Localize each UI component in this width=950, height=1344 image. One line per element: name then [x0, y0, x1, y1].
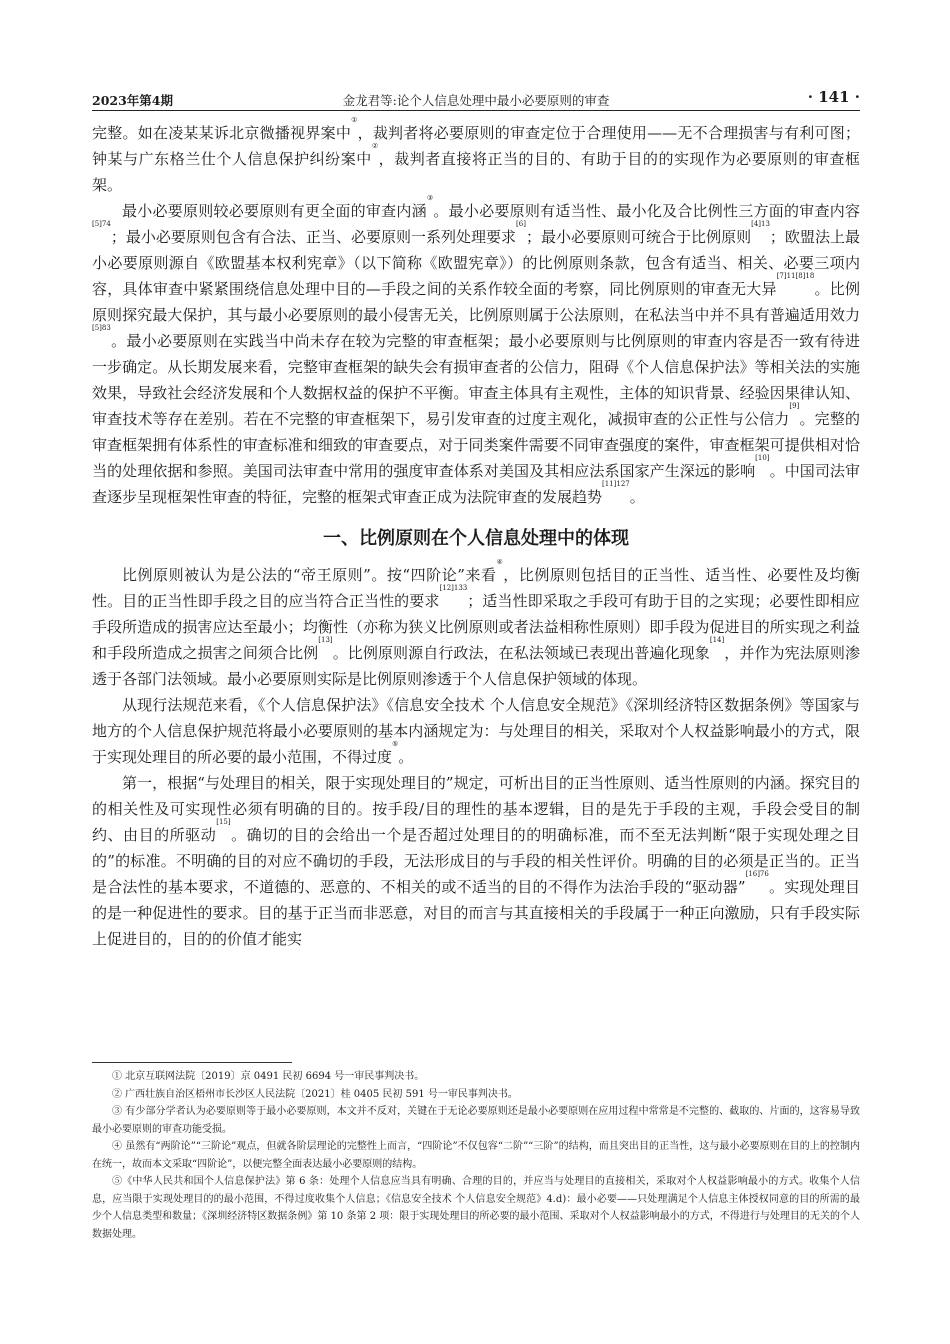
article-body	[92, 116, 860, 952]
footnote-ref: ①	[351, 116, 358, 124]
citation-ref: [14]	[709, 636, 725, 644]
citation-ref: [5]83	[92, 324, 111, 332]
body-paragraph: 完整。如在凌某某诉北京微播视界案中①，裁判者将必要原则的审查定位于合理使用——无不合理损害与有利可图；钟某与广东格兰仕个人信息保护纠纷案中②，裁判者直接将正当的目的、有助于目的的实现作为必要原则的审查框架。	[92, 116, 860, 194]
journal-issue: 2023年第4期	[92, 93, 173, 108]
footnote: ④ 虽然有“两阶论”“三阶论”观点，但就各阶层理论的完整性上而言，“四阶论”不仅包容“二阶”“三阶”的结构，而且突出目的正当性，这与最小必要原则在目的上的控制内在统一，故而本文采取“四阶论”，以便完整全面表达最小必要原则的结构。	[92, 1141, 860, 1170]
footnote: ① 北京互联网法院〔2019〕京 0491 民初 6694 号一审民事判决书。	[112, 1071, 425, 1082]
citation-ref: [4]13	[751, 220, 770, 228]
citation-ref: [7]11[8]18	[776, 272, 815, 280]
article-running-title: 金龙君等:论个人信息处理中最小必要原则的审查	[342, 93, 610, 108]
citation-ref: [12]133	[439, 584, 468, 592]
citation-ref: [6]	[516, 220, 526, 228]
citation-ref: [15]	[216, 818, 231, 826]
body-paragraph: 从现行法规范来看，《个人信息保护法》《信息安全技术 个人信息安全规范》《深圳经济特区数据条例》等国家与地方的个人信息保护规范将最小必要原则的基本内涵规定为：与处理目的相关，采取对个人权益影响最小的方式，限于实现处理目的所必要的最小范围，不得过度⑤。	[92, 696, 860, 766]
citation-ref: [5]74	[92, 220, 111, 228]
body-paragraph: 第一，根据“与处理目的相关，限于实现处理目的”规定，可析出目的正当性原则、适当性原则的内涵。探究目的的相关性及可实现性必须有明确的目的。按手段/目的理性的基本逻辑，目的是先于手段的主观，手段会受目的制约、由目的所驱动[15]。确切的目的会给出一个是否超过处理目的的明确标准，而不至无法判断“限于实现处理之目的”的标准。不明确的目的对应不确切的手段，无法形成目的与手段的相关性评价。明确的目的必须是正当的。正当是合法性的基本要求，不道德的、恶意的、不相关的或不适当的目的不得作为法治手段的“驱动器”$^{[16]76}$。实现处理目的是一种促进性的要求。目的基于正当而非恶意，对目的而言与其直接相关的手段属于一种正向激励，只有手段实际上促进目的，目的的价值才能实	[92, 774, 860, 948]
footnote: ② 广西壮族自治区梧州市长沙区人民法院〔2021〕桂 0405 民初 591 号一审民事判决书。	[112, 1088, 518, 1100]
section-heading: 一、比例原则在个人信息处理中的体现	[323, 528, 629, 549]
page-number: · 141 ·	[807, 88, 860, 106]
citation-ref: [13]	[318, 636, 333, 644]
running-header	[92, 88, 860, 111]
footnotes	[92, 1068, 860, 1243]
body-paragraph: 比例原则被认为是公法的“帝王原则”。按“四阶论”来看④，比例原则包括目的正当性、适当性、必要性及均衡性。目的正当性即手段之目的应当符合正当性的要求$^{[12]133}$；适当性即采取之手段可有助于目的之实现；必要性即相应手段所造成的损害应达至最小；均衡性（亦称为狭义比例原则或者法益相称性原则）即手段为促进目的所实现之利益和手段所造成之损害之间须合比例[13]。比例原则源自行政法，在私法领域已表现出普遍化现象[14]，并作为宪法原则渗透于各部门法领域。最小必要原则实际是比例原则渗透于个人信息保护领域的体现。	[92, 558, 860, 688]
footnote-divider	[92, 1062, 292, 1063]
footnote-ref: ②	[371, 142, 379, 150]
footnote: ⑤《中华人民共和国个人信息保护法》第 6 条：处理个人信息应当具有明确、合理的目的，并应当与处理目的直接相关，采取对个人权益影响最小的方式。收集个人信息，应当限于实现处理目的的最小范围，不得过度收集个人信息；《信息安全技术 个人信息安全规范》4.d)：最小必要——只处理满足个人信息主体授权同意的目的所需的最少个人信息类型和数量；《深圳经济特区数据条例》第 10 条第 2 项：限于实现处理目的所必要的最小范围、采取对个人权益影响最小的方式，不得进行与处理目的无关的个人数据处理。	[92, 1176, 860, 1240]
footnote-ref: ③	[426, 194, 434, 202]
citation-ref: [10]	[755, 454, 770, 462]
footnote: ③ 有少部分学者认为必要原则等于最小必要原则，本文并不反对，关键在于无论必要原则还是最小必要原则在应用过程中常常是不完整的、截取的、片面的，这容易导致最小必要原则的审查功能受损。	[92, 1106, 860, 1135]
citation-ref: [9]	[789, 402, 800, 410]
citation-ref: [11]127	[602, 480, 630, 488]
citation-ref: [16]76	[745, 870, 769, 878]
body-paragraph: 最小必要原则较必要原则有更全面的审查内涵③。最小必要原则有适当性、最小化及合比例性三方面的审查内容$^{[5]74}$；最小必要原则包含有合法、正当、必要原则一系列处理要求[6]；最小必要原则可统合于比例原则$^{[4]13}$；欧盟法上最小必要原则源自《欧盟基本权利宪章》（以下简称《欧盟宪章》）的比例原则条款，包含有适当、相关、必要三项内容，具体审查中紧紧围绕信息处理中目的—手段之间的关系作较全面的考察，同比例原则的审查无大异$^{[7]11[8]18}$。比例原则探究最大保护，其与最小必要原则的最小侵害无关，比例原则属于公法原则，在私法当中并不具有普遍适用效力$^{[5]83}$。最小必要原则在实践当中尚未存在较为完整的审查框架；最小必要原则与比例原则的审查内容是否一致有待进一步确定。从长期发展来看，完整审查框架的缺失会有损审查者的公信力，阻碍《个人信息保护法》等相关法的实施效果，导致社会经济发展和个人数据权益的保护不平衡。审查主体具有主观性，主体的知识背景、经验因果律认知、审查技术等存在差别。若在不完整的审查框架下，易引发审查的过度主观化，减损审查的公正性与公信力[9]。完整的审查框架拥有体系性的审查标准和细致的审查要点，对于同类案件需要不同审查强度的案件，审查框架可提供相对恰当的处理依据和参照。美国司法审查中常用的强度审查体系对美国及其相应法系国家产生深远的影响[10]。中国司法审查逐步呈现框架性审查的特征，完整的框架式审查正成为法院审查的发展趋势$^{[11]127}$。	[92, 194, 860, 506]
footnote-ref: ⑤	[392, 740, 399, 748]
footnote-ref: ④	[496, 558, 504, 566]
